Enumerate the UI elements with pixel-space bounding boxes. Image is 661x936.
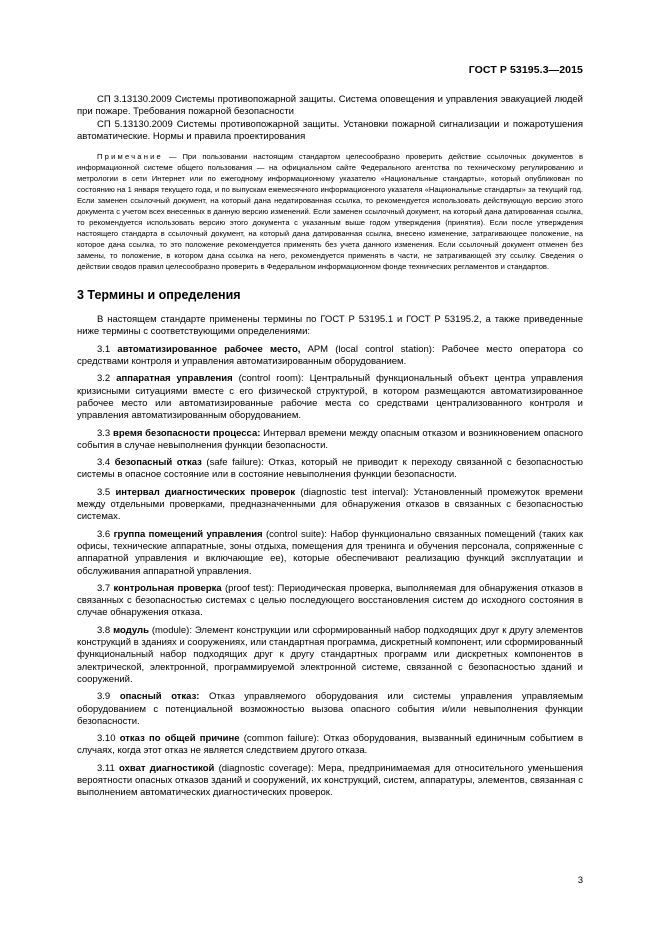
term-name: время безопасности процесса: bbox=[113, 427, 261, 439]
term-definition: (common failure): Отказ оборудования, вызванный единичным событием в случаях, когда этот отказ не является следствием другого отказа. bbox=[77, 733, 584, 757]
term-definition: (safe failure): Отказ, который не приводит к переходу связанной с безопасностью системы в опасное состояние или в состояние невыполнения функции безопасности. bbox=[77, 457, 583, 481]
term-number: 3.10 bbox=[97, 733, 116, 745]
term-number: 3.9 bbox=[97, 691, 111, 703]
term-name: аппаратная управления bbox=[116, 373, 233, 385]
term-3-1 bbox=[77, 344, 583, 369]
term-3-5 bbox=[77, 487, 583, 524]
note-block bbox=[77, 151, 583, 272]
reference-sp5: СП 5.13130.2009 Системы противопожарной защиты. Установки пожарной сигнализации и пожаротушения автоматические. Нормы и правила проектирования bbox=[77, 118, 583, 142]
term-3-3 bbox=[77, 428, 583, 453]
section-title: 3 Термины и определения bbox=[77, 288, 241, 303]
term-3-11 bbox=[77, 763, 583, 800]
term-name: модуль bbox=[113, 624, 149, 636]
term-number: 3.8 bbox=[97, 624, 111, 636]
term-name: безопасный отказ bbox=[114, 457, 202, 469]
term-definition: (diagnostic coverage): Мера, предпринимаемая для относительного уменьшения вероятности опасных отказов зданий и сооружений, их конструкций, систем, аппаратуры, элементов, связанная с выполнением автоматических диагностических проверок. bbox=[77, 762, 584, 799]
term-3-10 bbox=[77, 733, 583, 758]
document-number: ГОСТ Р 53195.3—2015 bbox=[468, 64, 583, 76]
term-definition: Интервал времени между опасным отказом и возникновением опасного события в случае невыполнения функции безопасности. bbox=[77, 427, 583, 451]
term-definition: АРМ (local control station): Рабочее место оператора со средствами контроля и управления автоматизированным оборудованием. bbox=[77, 343, 584, 368]
term-number: 3.11 bbox=[97, 762, 115, 774]
term-definition: Отказ управляемого оборудования или системы управления управляемым оборудованием с потенциальной возможностью вызова опасного события и/или невыполнения функции безопасности. bbox=[77, 691, 584, 727]
term-name: автоматизированное рабочее место, bbox=[117, 343, 301, 355]
term-number: 3.6 bbox=[97, 528, 111, 540]
term-number: 3.2 bbox=[97, 373, 111, 385]
term-3-6 bbox=[77, 529, 583, 578]
term-definition: (control suite): Набор функционально связанных помещений (таких как офисы, технические аппаратные, зоны отдыха, помещения для тренинга и обучения персонала, сопряженные с аппаратной управления и включающие ее), которые обеспечивают реализацию функций эксплуатации и обслуживания аппаратной управления. bbox=[77, 528, 584, 577]
section-intro: В настоящем стандарте применены термины по ГОСТ Р 53195.1 и ГОСТ Р 53195.2, а также приведенные ниже термины с соответствующими определениями: bbox=[77, 314, 583, 338]
term-number: 3.5 bbox=[97, 486, 111, 498]
term-name: опасный отказ: bbox=[119, 691, 200, 703]
note-label: Примечание bbox=[97, 152, 163, 162]
term-name: отказ по общей причине bbox=[119, 733, 240, 745]
page-content bbox=[77, 94, 583, 805]
reference-sp3: СП 3.13130.2009 Системы противопожарной защиты. Система оповещения и управления эвакуацией людей при пожаре. Требования пожарной безопасности bbox=[77, 94, 583, 118]
term-definition: (proof test): Периодическая проверка, выполняемая для обнаружения отказов в связанных с безопасностью системах с целью последующего восстановления систем до исходного состояния в случае обнаружения отказа. bbox=[77, 582, 583, 619]
term-3-4 bbox=[77, 457, 583, 482]
term-number: 3.3 bbox=[97, 427, 111, 439]
term-number: 3.7 bbox=[97, 582, 111, 594]
term-definition: (diagnostic test interval): Установленный промежуток времени между отдельными проверками, предназначенными для обнаружения отказов в связанных с безопасностью системах. bbox=[77, 486, 583, 523]
term-name: группа помещений управления bbox=[113, 528, 263, 540]
term-number: 3.1 bbox=[97, 343, 111, 355]
term-name: контрольная проверка bbox=[113, 582, 222, 594]
term-3-7 bbox=[77, 583, 583, 620]
note-text: — При пользовании настоящим стандартом целесообразно проверить действие ссылочных документов в информационной системе общего пользования — на официальном сайте Федерального агентства по техническому регулированию и метрологии в сети Интернет или по ежегодному информационному указателю «Национальные стандарты», который опубликован по состоянию на 1 января текущего года, и по выпускам ежемесячного информационного указателя «Национальные стандарты» за текущий год. Если заменен ссылочный документ, на который дана недатированная ссылка, то рекомендуется использовать действующую версию этого документа с учетом всех внесенных в данную версию изменений. Если заменен ссылочный документ, на который дана датированная ссылка, то рекомендуется использовать версию этого документа с указанным выше годом утверждения (принятия). Если после утверждения настоящего стандарта в ссылочный документ, на который дана датированная ссылка, внесено изменение, затрагивающее положение, на которое дана ссылка, то это положение рекомендуется применять без учета данного изменения. Если ссылочный документ отменен без замены, то положение, в котором дана ссылка на него, рекомендуется применять в части, не затрагивающей эту ссылку. Сведения о действии сводов правил целесообразно проверить в Федеральном информационном фонде технических регламентов и стандартов. bbox=[77, 152, 583, 272]
term-3-9 bbox=[77, 691, 583, 728]
term-3-8 bbox=[77, 625, 583, 686]
term-3-2 bbox=[77, 373, 583, 422]
term-name: интервал диагностических проверок bbox=[115, 486, 296, 498]
page-number: 3 bbox=[577, 875, 583, 886]
term-definition: (control room): Центральный функциональный объект центра управления кризисными ситуациями вместе с его физической структурой, в котором размещаются автоматизированное рабочее место или автоматизированные рабочие места со средствами централизованного контроля и управления автоматизированным оборудованием. bbox=[77, 373, 583, 422]
term-name: охват диагностикой bbox=[119, 762, 215, 774]
term-number: 3.4 bbox=[97, 457, 111, 469]
term-definition: (module): Элемент конструкции или сформированный набор подходящих друг к другу элементов конструкций в зданиях и сооружениях, или стандартная программа, дискретный компонент, или сформированный функциональный набор подходящих друг к другу стандартных программ или дискретных компонентов в электрической, электронной, программируемой электронной системе, связанной с безопасностью зданий и сооружений. bbox=[77, 624, 584, 685]
